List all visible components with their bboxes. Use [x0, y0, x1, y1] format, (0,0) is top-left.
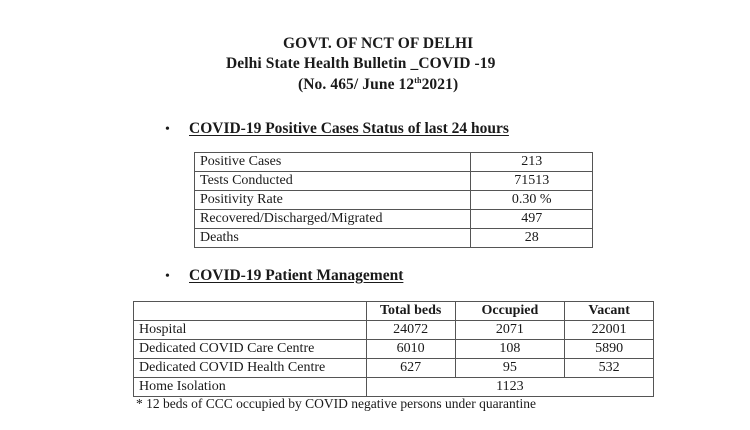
row-label: Home Isolation [134, 378, 367, 397]
vacant-value: 5890 [565, 340, 654, 359]
row-label: Tests Conducted [195, 172, 471, 191]
footnote: * 12 beds of CCC occupied by COVID negative persons under quarantine [136, 396, 537, 411]
bulletin-number-suffix: 2021) [421, 76, 459, 93]
row-value: 497 [471, 210, 593, 229]
patient-management-table [133, 301, 654, 397]
table-row [195, 153, 593, 172]
table-row [195, 191, 593, 210]
table-row [195, 229, 593, 248]
home-isolation-value: 1123 [366, 378, 653, 397]
table-row [134, 340, 654, 359]
table-header-row [134, 302, 654, 321]
column-header-vacant: Vacant [565, 302, 654, 321]
occupied-value: 108 [455, 340, 565, 359]
table-row [134, 359, 654, 378]
header-govt: GOVT. OF NCT OF DELHI [283, 35, 474, 52]
vacant-value: 532 [565, 359, 654, 378]
total-beds-value: 627 [366, 359, 455, 378]
row-label: Recovered/Discharged/Migrated [195, 210, 471, 229]
header-bulletin-number [298, 76, 458, 94]
occupied-value: 95 [455, 359, 565, 378]
section-positive-cases-title: COVID-19 Positive Cases Status of last 24 hours [189, 120, 509, 137]
table-row [134, 321, 654, 340]
vacant-value: 22001 [565, 321, 654, 340]
column-header-empty [134, 302, 367, 321]
column-header-occupied: Occupied [455, 302, 565, 321]
row-label: Dedicated COVID Care Centre [134, 340, 367, 359]
bulletin-date-suffix: th [414, 76, 422, 85]
total-beds-value: 6010 [366, 340, 455, 359]
row-label: Positivity Rate [195, 191, 471, 210]
occupied-value: 2071 [455, 321, 565, 340]
row-label: Dedicated COVID Health Centre [134, 359, 367, 378]
bullet-icon: • [165, 269, 170, 284]
row-label: Deaths [195, 229, 471, 248]
positive-cases-table [194, 152, 593, 248]
row-label: Hospital [134, 321, 367, 340]
bullet-icon: • [165, 122, 170, 137]
table-row [195, 172, 593, 191]
row-value: 71513 [471, 172, 593, 191]
row-label: Positive Cases [195, 153, 471, 172]
table-row [195, 210, 593, 229]
header-bulletin-title: Delhi State Health Bulletin _COVID -19 [226, 55, 496, 72]
row-value: 213 [471, 153, 593, 172]
row-value: 0.30 % [471, 191, 593, 210]
bulletin-number-prefix: (No. 465/ June 12 [298, 76, 415, 93]
section-patient-management-title: COVID-19 Patient Management [189, 267, 404, 284]
row-value: 28 [471, 229, 593, 248]
column-header-total-beds: Total beds [366, 302, 455, 321]
table-row-home-isolation [134, 378, 654, 397]
total-beds-value: 24072 [366, 321, 455, 340]
